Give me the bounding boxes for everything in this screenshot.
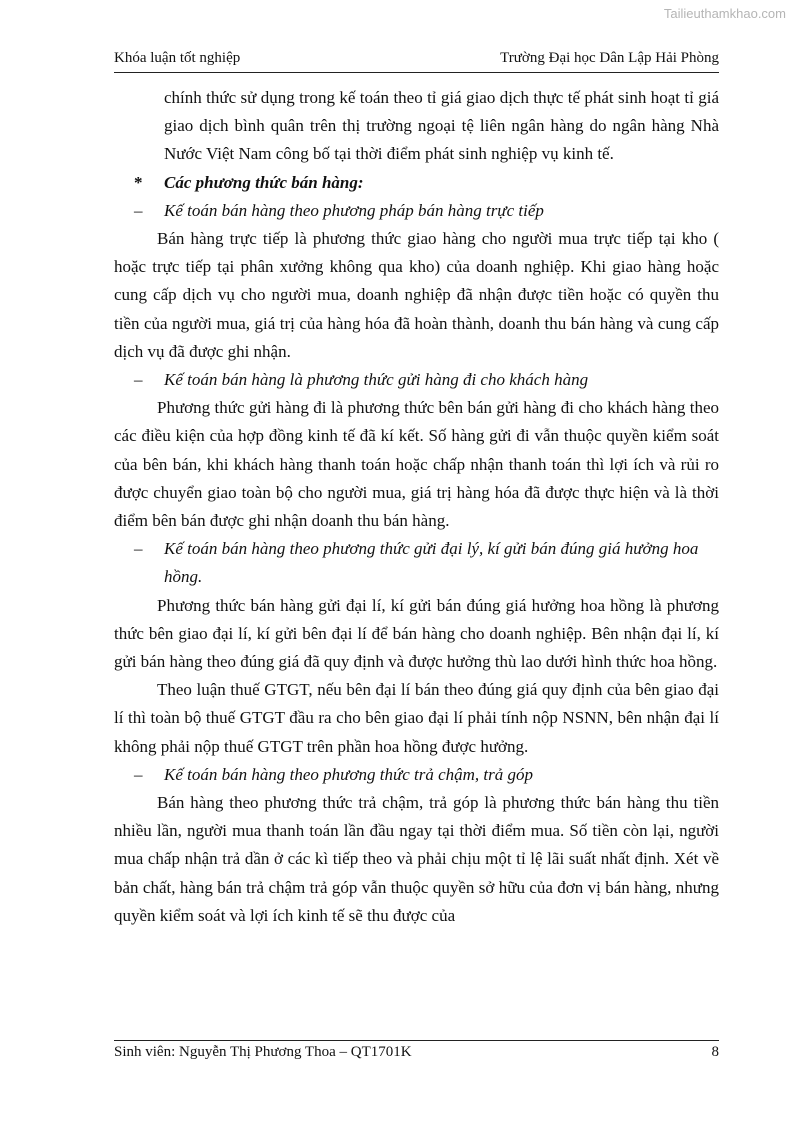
bullet-text: Kế toán bán hàng là phương thức gửi hàng đi cho khách hàng xyxy=(164,370,589,390)
heading-text: Các phương thức bán hàng: xyxy=(164,172,364,192)
bullet-text: Kế toán bán hàng theo phương thức gửi đại lý, kí gửi bán đúng giá hưởng hoa hồng. xyxy=(164,539,699,587)
paragraph-installment: Bán hàng theo phương thức trả chậm, trả góp là phương thức bán hàng thu tiền nhiều lần, người mua thanh toán lần đầu ngay tại thời điểm mua. Số tiền còn lại, người mua chấp nhận trả dần ở các kì tiếp theo và phải chịu một tỉ lệ lãi suất nhất định. Xét về bản chất, hàng bán trả chậm trả góp vẫn thuộc quyền sở hữu của đơn vị bán hàng, nhưng quyền kiểm soát và lợi ích kinh tế sẽ thu được của xyxy=(114,793,719,925)
heading-sales-methods xyxy=(114,169,719,197)
paragraph-agency: Phương thức bán hàng gửi đại lí, kí gửi bán đúng giá hưởng hoa hồng là phương thức bên giao đại lí, kí gửi bên đại lí để bán hàng cho doanh nghiệp. Bên nhận đại lí, kí gửi bán hàng theo đúng giá đã quy định và được hưởng thù lao dưới hình thức hoa hồng. xyxy=(114,595,719,672)
paragraph-exchange-rate: chính thức sử dụng trong kế toán theo tỉ giá giao dịch thực tế phát sinh hoạt tỉ giá giao dịch bình quân trên thị trường ngoại tệ liên ngân hàng do ngân hàng Nhà Nước Việt Nam công bố tại thời điểm phát sinh nghiệp vụ kinh tế. xyxy=(164,88,719,164)
bullet-installment xyxy=(114,761,719,789)
dash-mark: – xyxy=(134,200,143,220)
bullet-consignment xyxy=(114,366,719,394)
paragraph-consignment: Phương thức gửi hàng đi là phương thức bên bán gửi hàng đi cho khách hàng theo các điều kiện của hợp đồng kinh tế đã kí kết. Số hàng gửi đi vẫn thuộc quyền kiểm soát của bên bán, khi khách hàng thanh toán hoặc chấp nhận thanh toán thì lợi ích và rủi ro được chuyển giao toàn bộ cho người mua, giá trị hàng hóa đã được thực hiện và là thời điểm bên bán được ghi nhận doanh thu bán hàng. xyxy=(114,398,719,531)
header-university: Trường Đại học Dân Lập Hải Phòng xyxy=(500,50,719,66)
bullet-text: Kế toán bán hàng theo phương pháp bán hàng trực tiếp xyxy=(164,200,544,220)
header-thesis-title: Khóa luận tốt nghiệp xyxy=(114,50,241,66)
dash-mark: – xyxy=(134,539,143,559)
dash-mark: – xyxy=(134,370,143,390)
page-number: 8 xyxy=(711,1044,719,1060)
bullet-agency xyxy=(114,535,719,591)
page-body xyxy=(114,84,719,930)
dash-mark: – xyxy=(134,764,143,784)
watermark: Tailieuthamkhao.com xyxy=(663,6,786,21)
footer-student: Sinh viên: Nguyễn Thị Phương Thoa – QT1701K xyxy=(114,1044,412,1060)
bullet-direct-sales xyxy=(114,197,719,225)
paragraph-vat: Theo luận thuế GTGT, nếu bên đại lí bán theo đúng giá quy định của bên giao đại lí thì toàn bộ thuế GTGT đầu ra cho bên giao đại lí phải tính nộp NSNN, bên nhận đại lí không phải nộp thuế GTGT trên phần hoa hồng được hưởng. xyxy=(114,680,719,756)
page-footer xyxy=(114,1040,719,1065)
paragraph-direct-sales: Bán hàng trực tiếp là phương thức giao hàng cho người mua trực tiếp tại kho ( hoặc trực tiếp tại phân xưởng không qua kho) của doanh nghiệp. Khi giao hàng hoặc cung cấp dịch vụ cho người mua, doanh nghiệp đã nhận được tiền hoặc có quyền thu tiền của người mua, giá trị của hàng hóa đã hoàn thành, doanh thu bán hàng và cung cấp dịch vụ đã được ghi nhận. xyxy=(114,229,719,361)
asterisk-mark: * xyxy=(134,172,143,192)
page-header xyxy=(114,50,719,73)
bullet-text: Kế toán bán hàng theo phương thức trả chậm, trả góp xyxy=(164,764,534,784)
